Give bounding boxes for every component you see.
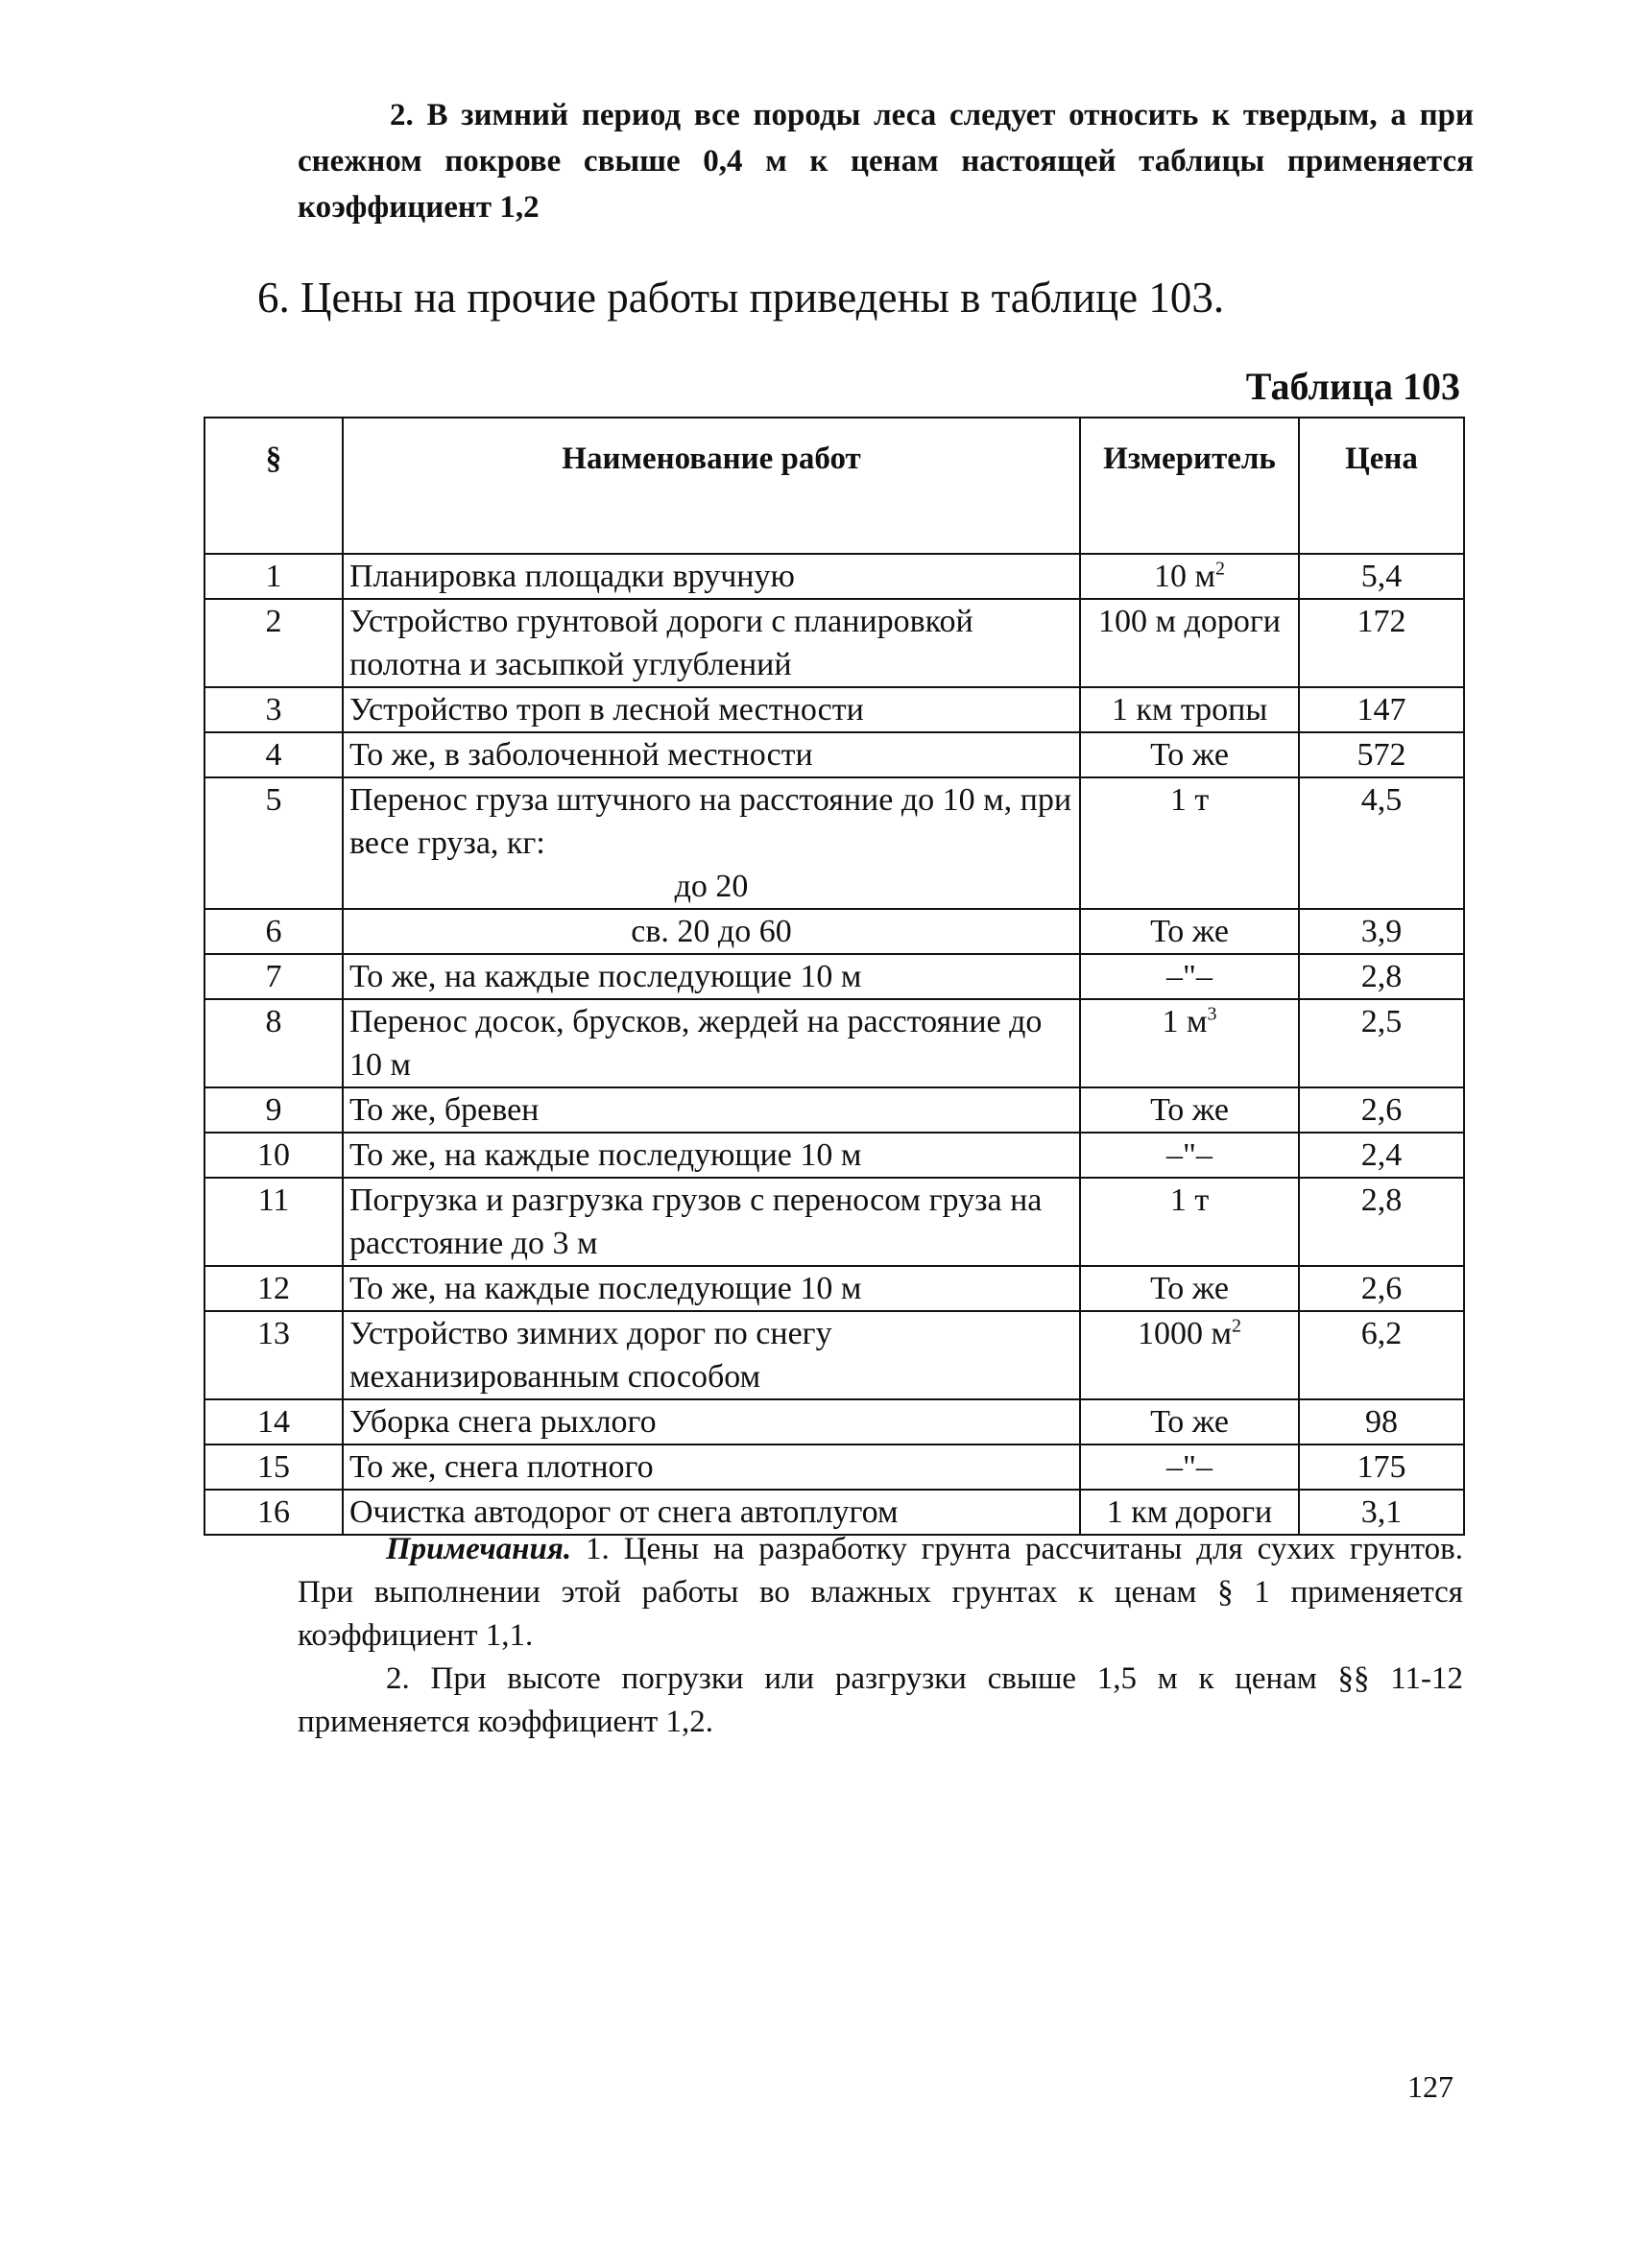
row-unit: 1 км тропы xyxy=(1080,687,1299,732)
unit-exponent: 2 xyxy=(1215,558,1225,580)
page-number: 127 xyxy=(1407,2069,1453,2104)
table-row xyxy=(204,1087,1464,1133)
row-name: То же, в заболоченной местности xyxy=(343,732,1080,777)
row-section: 7 xyxy=(204,954,343,999)
row-section: 1 xyxy=(204,554,343,599)
unit-exponent: 3 xyxy=(1207,1003,1217,1025)
row-price: 2,6 xyxy=(1299,1266,1464,1311)
row-unit: –"– xyxy=(1080,1444,1299,1490)
row-name: Перенос досок, брусков, жердей на расстояние до 10 м xyxy=(343,999,1080,1087)
row-price: 147 xyxy=(1299,687,1464,732)
row-price: 3,1 xyxy=(1299,1490,1464,1535)
notes-section xyxy=(298,1528,1463,1744)
row-subitem: до 20 xyxy=(674,869,749,904)
row-section: 8 xyxy=(204,999,343,1087)
table-row xyxy=(204,1178,1464,1266)
note-1 xyxy=(298,1528,1463,1658)
row-section: 13 xyxy=(204,1311,343,1399)
row-name: То же, снега плотного xyxy=(343,1444,1080,1490)
row-section: 11 xyxy=(204,1178,343,1266)
row-section: 4 xyxy=(204,732,343,777)
row-unit: То же xyxy=(1080,909,1299,954)
row-section: 10 xyxy=(204,1133,343,1178)
row-price: 6,2 xyxy=(1299,1311,1464,1399)
row-price: 2,4 xyxy=(1299,1133,1464,1178)
row-name: Уборка снега рыхлого xyxy=(343,1399,1080,1444)
row-section: 12 xyxy=(204,1266,343,1311)
unit-text: 1 м xyxy=(1162,1004,1208,1039)
row-price: 2,5 xyxy=(1299,999,1464,1087)
row-unit xyxy=(1080,554,1299,599)
row-section: 3 xyxy=(204,687,343,732)
prices-table xyxy=(204,417,1465,1536)
row-unit: –"– xyxy=(1080,954,1299,999)
header-section: § xyxy=(204,418,343,554)
table-row xyxy=(204,1133,1464,1178)
row-section: 14 xyxy=(204,1399,343,1444)
table-row xyxy=(204,1311,1464,1399)
row-unit: –"– xyxy=(1080,1133,1299,1178)
row-unit: То же xyxy=(1080,1399,1299,1444)
note-paragraph-top xyxy=(298,92,1474,230)
row-price: 3,9 xyxy=(1299,909,1464,954)
row-section: 15 xyxy=(204,1444,343,1490)
row-name: Погрузка и разгрузка грузов с переносом груза на расстояние до 3 м xyxy=(343,1178,1080,1266)
table-row xyxy=(204,1399,1464,1444)
unit-text: 1000 м xyxy=(1137,1316,1232,1351)
row-unit: То же xyxy=(1080,732,1299,777)
table-row xyxy=(204,599,1464,687)
row-price: 172 xyxy=(1299,599,1464,687)
table-row xyxy=(204,687,1464,732)
row-section: 9 xyxy=(204,1087,343,1133)
header-name: Наименование работ xyxy=(343,418,1080,554)
note-top-text: 2. В зимний период все породы леса следует относить к твердым, а при снежном покрове свыше 0,4 м к ценам настоящей таблицы применяется коэффициент 1,2 xyxy=(298,98,1474,225)
row-price: 5,4 xyxy=(1299,554,1464,599)
table-row xyxy=(204,732,1464,777)
unit-text: 10 м xyxy=(1153,559,1215,594)
row-name xyxy=(343,777,1080,909)
row-price: 98 xyxy=(1299,1399,1464,1444)
row-unit: 1 км дороги xyxy=(1080,1490,1299,1535)
row-section: 16 xyxy=(204,1490,343,1535)
note-1-text: 1. Цены на разработку грунта рассчитаны для сухих грунтов. При выполнении этой работы во влажных грунтах к ценам § 1 применяется коэффициент 1,1. xyxy=(298,1532,1464,1653)
note-2 xyxy=(298,1658,1463,1744)
note-2-text: 2. При высоте погрузки или разгрузки свыше 1,5 м к ценам §§ 11-12 применяется коэффициент 1,2. xyxy=(298,1661,1463,1739)
table-header-row xyxy=(204,418,1464,554)
row-name: Устройство троп в лесной местности xyxy=(343,687,1080,732)
row-name: Устройство зимних дорог по снегу механизированным способом xyxy=(343,1311,1080,1399)
row-name: Планировка площадки вручную xyxy=(343,554,1080,599)
row-price: 2,8 xyxy=(1299,1178,1464,1266)
table-label: Таблица 103 xyxy=(1245,365,1460,408)
row-section: 6 xyxy=(204,909,343,954)
table-row xyxy=(204,554,1464,599)
row-price: 175 xyxy=(1299,1444,1464,1490)
row-name: То же, на каждые последующие 10 м xyxy=(343,954,1080,999)
table-row xyxy=(204,999,1464,1087)
row-name: То же, бревен xyxy=(343,1087,1080,1133)
notes-lead: Примечания. xyxy=(386,1532,572,1566)
row-price: 572 xyxy=(1299,732,1464,777)
row-name: То же, на каждые последующие 10 м xyxy=(343,1133,1080,1178)
table-row xyxy=(204,909,1464,954)
row-unit: 100 м дороги xyxy=(1080,599,1299,687)
row-unit xyxy=(1080,999,1299,1087)
row-price: 2,8 xyxy=(1299,954,1464,999)
row-price: 4,5 xyxy=(1299,777,1464,909)
row-price: 2,6 xyxy=(1299,1087,1464,1133)
row-unit: То же xyxy=(1080,1087,1299,1133)
table-row xyxy=(204,954,1464,999)
table-row xyxy=(204,1444,1464,1490)
table-row xyxy=(204,1266,1464,1311)
table-row xyxy=(204,777,1464,909)
row-unit: То же xyxy=(1080,1266,1299,1311)
row-name: Устройство грунтовой дороги с планировкой полотна и засыпкой углублений xyxy=(343,599,1080,687)
header-unit: Измеритель xyxy=(1080,418,1299,554)
section-heading: 6. Цены на прочие работы приведены в таблице 103. xyxy=(257,274,1225,322)
row-unit: 1 т xyxy=(1080,777,1299,909)
row-name: св. 20 до 60 xyxy=(343,909,1080,954)
row-unit xyxy=(1080,1311,1299,1399)
row-section: 5 xyxy=(204,777,343,909)
row-name: Очистка автодорог от снега автоплугом xyxy=(343,1490,1080,1535)
unit-exponent: 2 xyxy=(1232,1315,1241,1337)
row-name: То же, на каждые последующие 10 м xyxy=(343,1266,1080,1311)
row-group-caption: Перенос груза штучного на расстояние до 10 м, при весе груза, кг: xyxy=(349,782,1072,861)
row-section: 2 xyxy=(204,599,343,687)
header-price: Цена xyxy=(1299,418,1464,554)
row-unit: 1 т xyxy=(1080,1178,1299,1266)
